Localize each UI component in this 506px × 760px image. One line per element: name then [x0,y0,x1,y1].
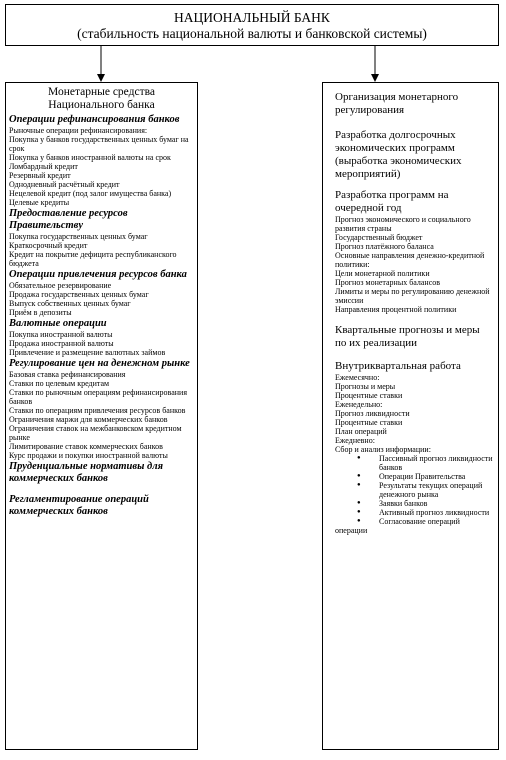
list-item: операции [335,526,368,535]
list-item: Ставки по рыночным операциям рефинансирования банков [9,388,188,406]
monetary-regulation-title: Организация монетарного регулирования [335,91,459,116]
bullet-item: ● Операции Правительства [357,472,493,481]
list-item: Прогноз платёжного баланса [335,242,434,251]
section-title: Валютные операции [9,318,107,329]
list-item: Краткосрочный кредит [9,241,88,250]
national-bank-box [5,4,499,46]
list-item: Лимитирование ставок коммерческих банков [9,442,163,451]
monetary-instruments-title: Монетарные средства Национального банка [48,86,155,111]
list-item: Прогноз ликвидности [335,409,410,418]
info-bullet-list [335,454,493,526]
list-item: Выпуск собственных ценных бумаг [9,299,131,308]
list-item: Приём в депозиты [9,308,72,317]
national-bank-subtitle: (стабильность национальной валюты и банковской системы) [77,26,427,41]
list-item: Привлечение и размещение валютных займов [9,348,166,357]
list-item: Прогноз экономического и социального развития страны [335,215,471,233]
list-item: Ограничения ставок на межбанковском кредитном рынке [9,424,182,442]
list-item: Целевые кредиты [9,198,70,207]
list-item: Сбор и анализ информации: [335,445,431,454]
list-item: Лимиты и меры по регулированию денежной эмиссии [335,287,490,305]
list-item: Цели монетарной политики [335,269,430,278]
section-title: Регулирование цен на денежном рынке [9,358,190,369]
list-item: Процентные ставки [335,391,403,400]
national-bank-title: НАЦИОНАЛЬНЫЙ БАНК [174,10,330,25]
section-title: Предоставление ресурсов Правительству [9,208,128,231]
list-item: Покупка иностранной валюты [9,330,113,339]
list-item: Рыночные операции рефинансирования: [9,126,148,135]
list-item: Еженедельно: [335,400,383,409]
list-item: Продажа иностранной валюты [9,339,114,348]
list-item: Покупка у банков иностранной валюты на срок [9,153,171,162]
monetary-instruments-box [5,82,198,750]
list-item: Ставки по целевым кредитам [9,379,110,388]
list-item: Основные направления денежно-кредитной политики: [335,251,485,269]
intra-quarter-title: Внутриквартальная работа [335,360,461,372]
list-item: Покупка у банков государственных ценных бумаг на срок [9,135,189,153]
section-title: Операции рефинансирования банков [9,114,180,125]
list-item: План операций [335,427,387,436]
bullet-item: ● Активный прогноз ликвидности [357,508,493,517]
monetary-regulation-box [322,82,499,750]
list-item: Нецелевой кредит (под залог имущества банка) [9,189,172,198]
list-item: Ежемесячно: [335,373,380,382]
list-item: Прогноз монетарных балансов [335,278,441,287]
list-item: Ежедневно: [335,436,375,445]
list-item: Процентные ставки [335,418,403,427]
list-item: Резервный кредит [9,171,71,180]
long-term-programs: Разработка долгосрочных экономических программ (выработка экономических мероприятий) [335,129,462,180]
list-item: Направления процентной политики [335,305,457,314]
bullet-item: ● Результаты текущих операций денежного рынка [357,481,493,499]
list-item: Покупка государственных ценных бумаг [9,232,148,241]
list-item: Ставки по операциям привлечения ресурсов банков [9,406,186,415]
list-item: Кредит на покрытие дефицита республиканского бюджета [9,250,177,268]
list-item: Обязательное резервирование [9,281,112,290]
list-item: Продажа государственных ценных бумаг [9,290,149,299]
section-title: Регламентирование операций коммерческих банков [9,494,149,517]
list-item: Однодневный расчётный кредит [9,180,120,189]
quarterly-forecasts: Квартальные прогнозы и меры по их реализации [335,324,480,349]
section-title: Пруденциальные нормативы для коммерческих банков [9,461,163,484]
bullet-item: ● Пассивный прогноз ликвидности банков [357,454,493,472]
bullet-item: ● Заявки банков [357,499,493,508]
bullet-item: ● Согласование операций [357,517,493,526]
list-item: Базовая ставка рефинансирования [9,370,126,379]
arrow-to-left-head [97,74,105,82]
section-title: Операции привлечения ресурсов банка [9,269,187,280]
list-item: Курс продажи и покупки иностранной валюты [9,451,168,460]
annual-program-title: Разработка программ на очередной год [335,189,449,214]
list-item: Государственный бюджет [335,233,423,242]
arrow-to-right-head [371,74,379,82]
list-item: Прогнозы и меры [335,382,396,391]
list-item: Ломбардный кредит [9,162,78,171]
list-item: Ограничения маржи для коммерческих банков [9,415,168,424]
